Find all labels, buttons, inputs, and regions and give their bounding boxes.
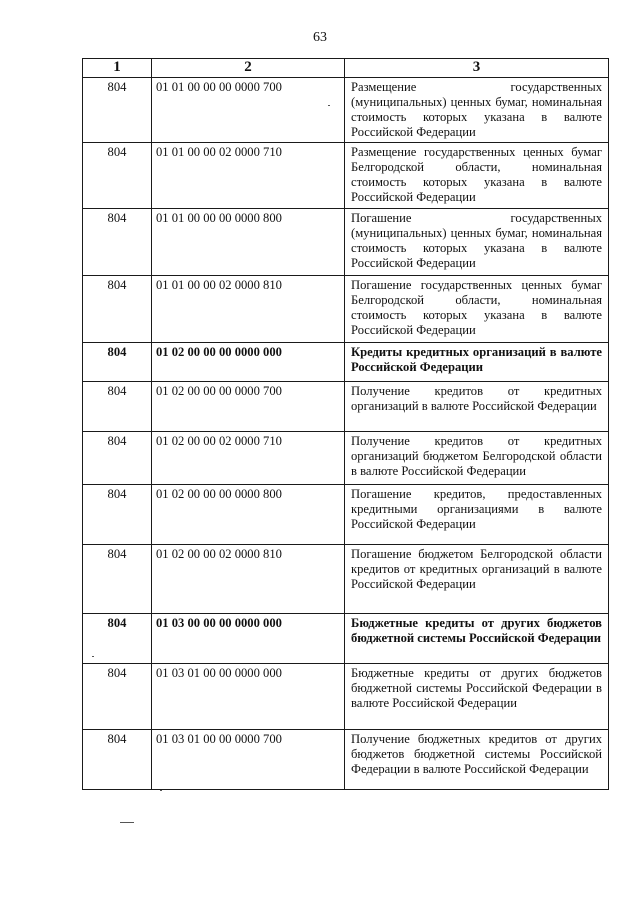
table-header-row bbox=[83, 59, 609, 78]
scan-speck bbox=[328, 105, 330, 106]
budget-code-cell: 01 02 00 00 02 0000 810 bbox=[152, 545, 345, 614]
table-row bbox=[83, 143, 609, 209]
budget-code-cell: 01 01 00 00 00 0000 700 bbox=[152, 78, 345, 143]
budget-code-cell: 01 01 00 00 02 0000 810 bbox=[152, 276, 345, 343]
column-header-2: 2 bbox=[152, 59, 345, 78]
budget-code-cell: 01 03 00 00 00 0000 000 bbox=[152, 614, 345, 664]
admin-code-cell: 804 bbox=[83, 382, 152, 432]
description-cell: Размещение государственных ценных бумаг Белгородской области, номинальная стоимость которых указана в валюте Российской Федерации bbox=[345, 143, 609, 209]
column-header-3: 3 bbox=[345, 59, 609, 78]
admin-code-cell: 804 bbox=[83, 432, 152, 485]
table-row bbox=[83, 485, 609, 545]
description-cell: Бюджетные кредиты от других бюджетов бюджетной системы Российской Федерации в валюте Российской Федерации bbox=[345, 664, 609, 730]
scan-speck bbox=[92, 656, 94, 657]
budget-code-cell: 01 03 01 00 00 0000 700 bbox=[152, 730, 345, 790]
budget-code-cell: 01 01 00 00 02 0000 710 bbox=[152, 143, 345, 209]
description-cell: Бюджетные кредиты от других бюджетов бюджетной системы Российской Федерации bbox=[345, 614, 609, 664]
budget-code-cell: 01 02 00 00 00 0000 000 bbox=[152, 343, 345, 382]
table-row bbox=[83, 545, 609, 614]
budget-code-cell: 01 02 00 00 02 0000 710 bbox=[152, 432, 345, 485]
page-number: 63 bbox=[313, 30, 327, 45]
admin-code-cell: 804 bbox=[83, 343, 152, 382]
admin-code-cell: 804 bbox=[83, 614, 152, 664]
description-cell: Получение бюджетных кредитов от других бюджетов бюджетной системы Российской Федерации в валюте Российской Федерации bbox=[345, 730, 609, 790]
budget-sources-table bbox=[82, 58, 609, 790]
admin-code-cell: 804 bbox=[83, 730, 152, 790]
table-row-section bbox=[83, 614, 609, 664]
description-cell: Погашение государственных ценных бумаг Белгородской области, номинальная стоимость которых указана в валюте Российской Федерации bbox=[345, 276, 609, 343]
budget-code-cell: 01 02 00 00 00 0000 700 bbox=[152, 382, 345, 432]
admin-code-cell: 804 bbox=[83, 143, 152, 209]
admin-code-cell: 804 bbox=[83, 485, 152, 545]
description-cell: Погашение бюджетом Белгородской области кредитов от кредитных организаций в валюте Российской Федерации bbox=[345, 545, 609, 614]
table-row bbox=[83, 432, 609, 485]
scan-speck bbox=[160, 790, 162, 791]
budget-code-cell: 01 01 00 00 00 0000 800 bbox=[152, 209, 345, 276]
table-row bbox=[83, 276, 609, 343]
table-row-section bbox=[83, 343, 609, 382]
table-row bbox=[83, 209, 609, 276]
description-cell: Размещение государственных (муниципальных) ценных бумаг, номинальная стоимость которых указана в валюте Российской Федерации bbox=[345, 78, 609, 143]
budget-code-cell: 01 02 00 00 00 0000 800 bbox=[152, 485, 345, 545]
budget-code-cell: 01 03 01 00 00 0000 000 bbox=[152, 664, 345, 730]
table-row bbox=[83, 730, 609, 790]
admin-code-cell: 804 bbox=[83, 276, 152, 343]
table-row bbox=[83, 78, 609, 143]
admin-code-cell: 804 bbox=[83, 545, 152, 614]
column-header-1: 1 bbox=[83, 59, 152, 78]
description-cell: Погашение кредитов, предоставленных кредитными организациями в валюте Российской Федерации bbox=[345, 485, 609, 545]
admin-code-cell: 804 bbox=[83, 78, 152, 143]
description-cell: Погашение государственных (муниципальных) ценных бумаг, номинальная стоимость которых указана в валюте Российской Федерации bbox=[345, 209, 609, 276]
table-row bbox=[83, 664, 609, 730]
admin-code-cell: 804 bbox=[83, 209, 152, 276]
scan-speck bbox=[120, 822, 134, 823]
description-cell: Получение кредитов от кредитных организаций бюджетом Белгородской области в валюте Российской Федерации bbox=[345, 432, 609, 485]
description-cell: Получение кредитов от кредитных организаций в валюте Российской Федерации bbox=[345, 382, 609, 432]
admin-code-cell: 804 bbox=[83, 664, 152, 730]
description-cell: Кредиты кредитных организаций в валюте Российской Федерации bbox=[345, 343, 609, 382]
table-row bbox=[83, 382, 609, 432]
